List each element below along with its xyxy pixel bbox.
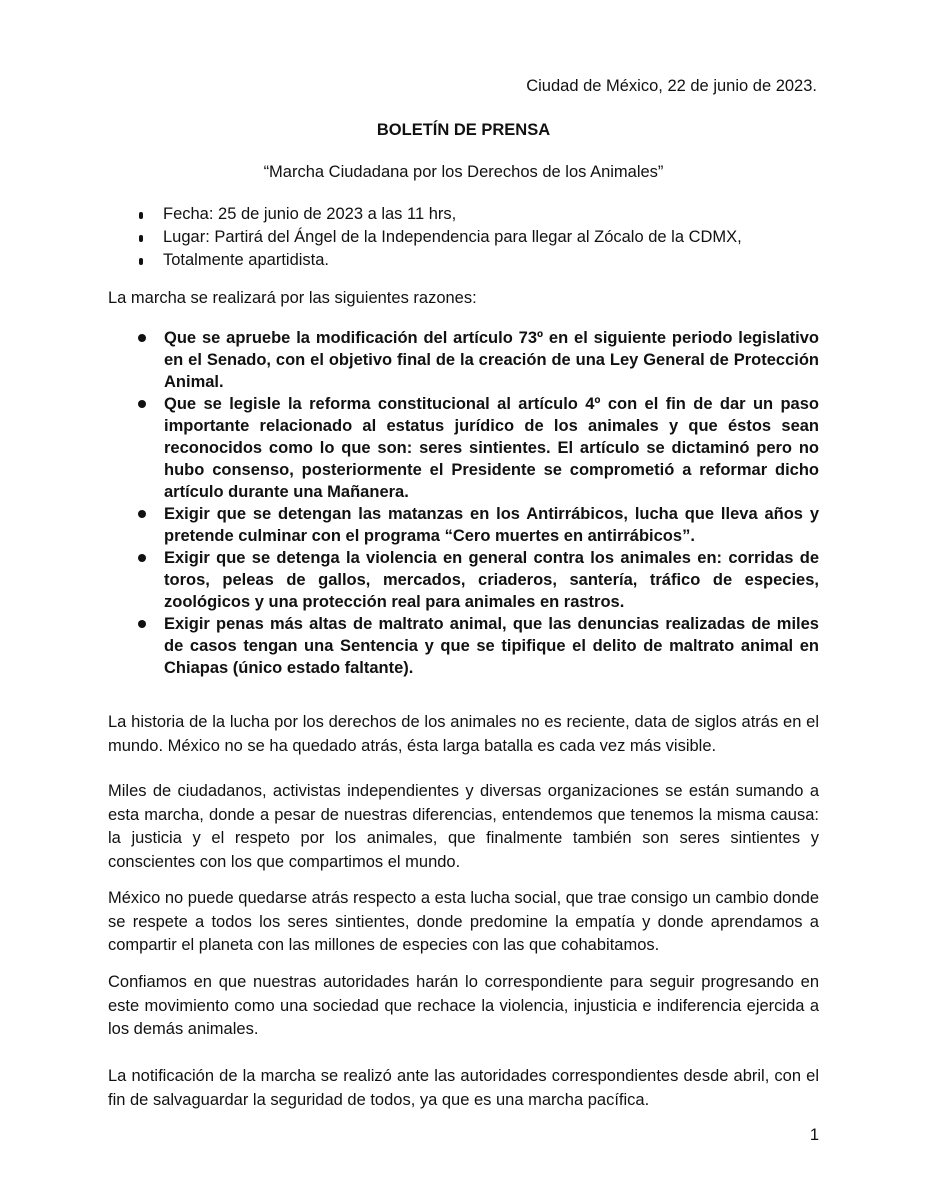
event-detail-nonpartisan: Totalmente apartidista. [163, 251, 330, 269]
event-detail-place: Lugar: Partirá del Ángel de la Independencia para llegar al Zócalo de la CDMX, [163, 228, 742, 246]
demand-text: Exigir que se detenga la violencia en general contra los animales en: corridas de toros, peleas de gallos, mercados, criaderos, santería, tráfico de especies, zoológicos y una protección real para animales en rastros. [164, 549, 819, 611]
bullet-icon [138, 554, 146, 562]
event-detail-date: Fecha: 25 de junio de 2023 a las 11 hrs, [163, 205, 457, 223]
demand-item [137, 547, 819, 613]
demand-text: Exigir penas más altas de maltrato animal, que las denuncias realizadas de miles de casos tengan una Sentencia y que se tipifique el delito de maltrato animal en Chiapas (único estado faltante). [164, 615, 819, 677]
body-paragraph-participants: Miles de ciudadanos, activistas independientes y diversas organizaciones se están sumando a esta marcha, donde a pesar de nuestras diferencias, entendemos que tenemos la misma causa: la justicia y el respeto por los animales, que finalmente también son seres sintientes y conscientes con los que compartimos el mundo. [108, 782, 819, 871]
bullet-icon [139, 235, 143, 242]
bullet-icon [138, 400, 146, 408]
bullet-icon [138, 620, 146, 628]
body-paragraph-notification: La notificación de la marcha se realizó ante las autoridades correspondientes desde abril, con el fin de salvaguardar la seguridad de todos, ya que es una marcha pacífica. [108, 1067, 819, 1109]
bullet-icon [138, 334, 146, 342]
demand-item [137, 613, 819, 679]
document-title: BOLETÍN DE PRENSA [376, 121, 551, 139]
body-paragraph-social-struggle: México no puede quedarse atrás respecto a esta lucha social, que trae consigo un cambio donde se respete a todos los seres sintientes, donde predomine la empatía y donde aprendamos a compartir el planeta con las millones de especies con las que cohabitamos. [108, 889, 819, 954]
demand-text: Que se apruebe la modificación del artículo 73º en el siguiente periodo legislativo en el Senado, con el objetivo final de la creación de una Ley General de Protección Animal. [164, 329, 819, 391]
demand-text: Exigir que se detengan las matanzas en los Antirrábicos, lucha que lleva años y pretende culminar con el programa “Cero muertes en antirrábicos”. [164, 505, 819, 545]
event-name: “Marcha Ciudadana por los Derechos de los Animales” [263, 163, 664, 181]
demand-text: Que se legisle la reforma constitucional al artículo 4º con el fin de dar un paso importante relacionado al estatus jurídico de los animales y que éstos sean reconocidos como lo que son: seres sintientes. El artículo se dictaminó pero no hubo consenso, posteriormente el Presidente se comprometió a reformar dicho artículo durante una Mañanera. [164, 395, 819, 501]
demand-item [137, 503, 819, 547]
reasons-intro: La marcha se realizará por las siguientes razones: [108, 289, 477, 307]
date-line: Ciudad de México, 22 de junio de 2023. [526, 77, 817, 95]
page-number: 1 [809, 1126, 819, 1144]
body-paragraph-authorities: Confiamos en que nuestras autoridades harán lo correspondiente para seguir progresando en este movimiento como una sociedad que rechace la violencia, injusticia e indiferencia ejercida a los demás animales. [108, 973, 819, 1038]
event-detail-item [135, 226, 742, 249]
demand-item [137, 327, 819, 393]
event-detail-item [135, 203, 742, 226]
demands-list [137, 327, 819, 679]
bullet-icon [139, 258, 143, 265]
body-paragraph-history: La historia de la lucha por los derechos de los animales no es reciente, data de siglos atrás en el mundo. México no se ha quedado atrás, ésta larga batalla es cada vez más visible. [108, 713, 819, 755]
event-detail-item [135, 249, 742, 272]
demand-item [137, 393, 819, 503]
bullet-icon [139, 212, 143, 219]
bullet-icon [138, 510, 146, 518]
event-details-list [135, 203, 742, 272]
